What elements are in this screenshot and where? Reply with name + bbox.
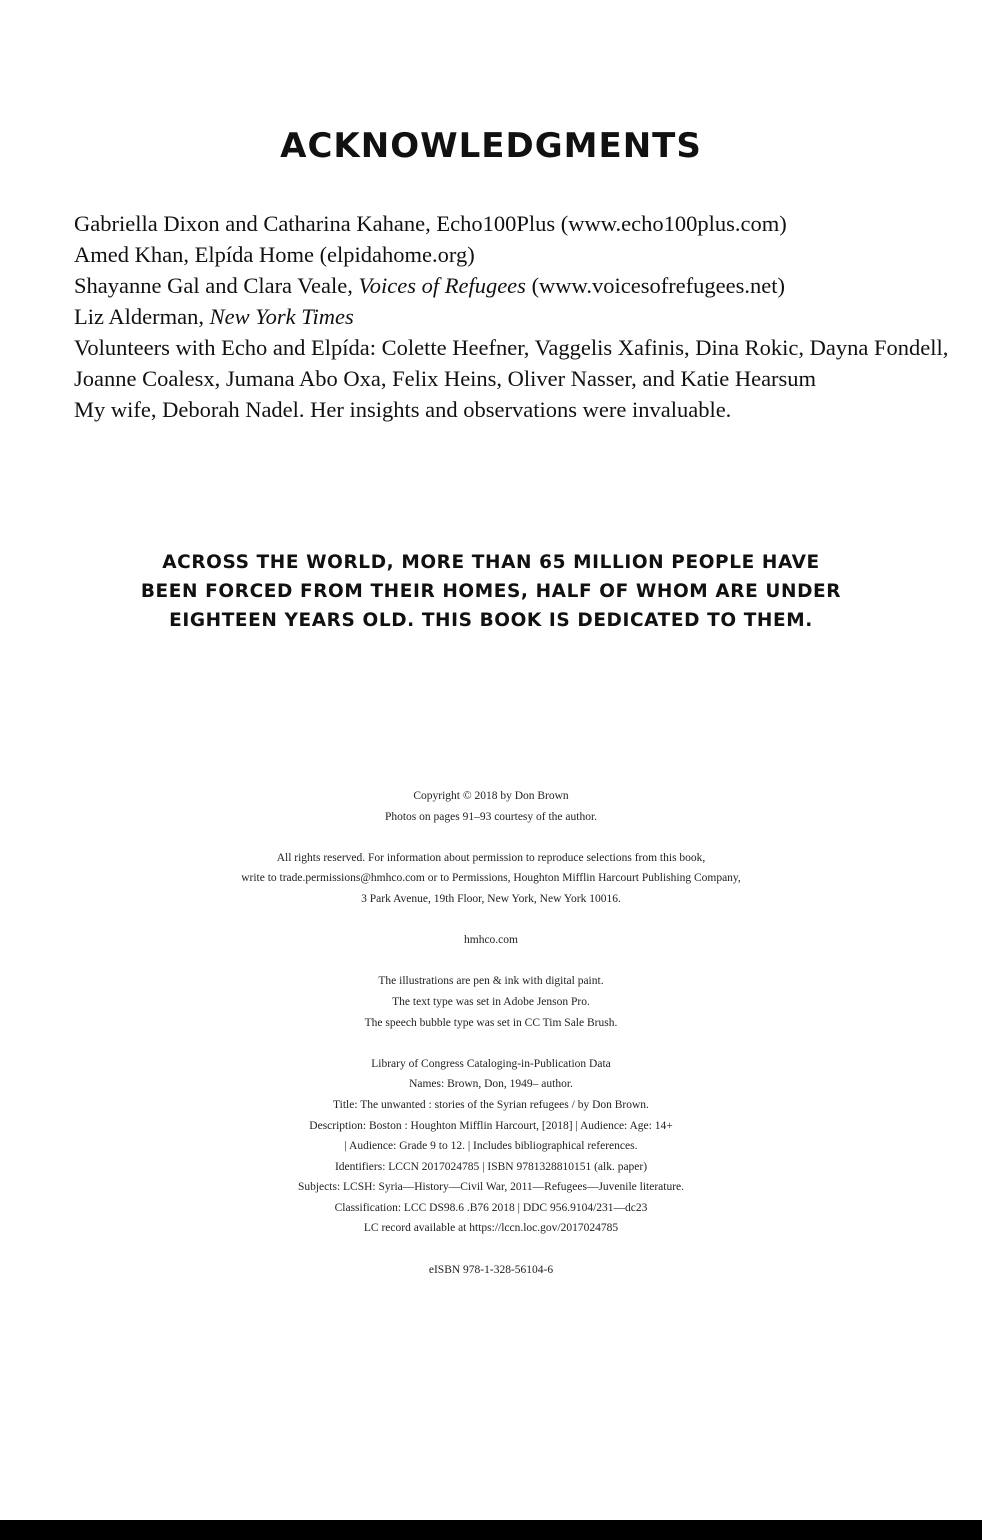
cip-description: | Audience: Grade 9 to 12. | Includes bibliographical references. (344, 1140, 638, 1153)
dedication-line: BEEN FORCED FROM THEIR HOMES, HALF OF WHOM ARE UNDER (140, 581, 842, 602)
ack-line (74, 301, 954, 332)
publisher-website: hmhco.com (464, 934, 518, 947)
ack-line: Volunteers with Echo and Elpída: Colette Heefner, Vaggelis Xafinis, Dina Rokic, Dayna Fondell, (74, 335, 949, 360)
cip-names: Names: Brown, Don, 1949– author. (409, 1078, 573, 1091)
illustrations-note: The illustrations are pen & ink with digital paint. (378, 975, 604, 988)
ack-line: Gabriella Dixon and Catharina Kahane, Echo100Plus (www.echo100plus.com) (74, 211, 787, 236)
eisbn: eISBN 978-1-328-56104-6 (428, 1263, 554, 1276)
rights-line: All rights reserved. For information about permission to reproduce selections from this book, (276, 851, 706, 864)
page-title: ACKNOWLEDGMENTS (280, 126, 702, 166)
rights-line: 3 Park Avenue, 19th Floor, New York, New York 10016. (361, 892, 621, 905)
photos-credit: Photos on pages 91–93 courtesy of the author. (384, 810, 598, 823)
bottom-border (0, 1520, 982, 1540)
cip-subjects: Subjects: LCSH: Syria—History—Civil War, 2011—Refugees—Juvenile literature. (297, 1181, 685, 1194)
cip-title: Title: The unwanted : stories of the Syrian refugees / by Don Brown. (333, 1098, 649, 1111)
speech-type-note: The speech bubble type was set in CC Tim Sale Brush. (364, 1016, 618, 1029)
acknowledgments-list (74, 208, 954, 425)
copyright-block (0, 786, 982, 1280)
ack-text: Shayanne Gal and Clara Veale, (74, 273, 359, 298)
copyright-line: Copyright © 2018 by Don Brown (413, 790, 569, 802)
cip-record: LC record available at https://lccn.loc.gov/2017024785 (363, 1222, 619, 1235)
dedication-line: ACROSS THE WORLD, MORE THAN 65 MILLION PEOPLE HAVE (162, 552, 820, 573)
ack-line: Amed Khan, Elpída Home (elpidahome.org) (74, 242, 475, 267)
dedication-line: EIGHTEEN YEARS OLD. THIS BOOK IS DEDICATED TO THEM. (169, 610, 813, 631)
ack-italic-title: Voices of Refugees (358, 273, 526, 298)
ack-text: (www.voicesofrefugees.net) (525, 273, 785, 298)
rights-line: write to trade.permissions@hmhco.com or to Permissions, Houghton Mifflin Harcourt Publishing Company, (241, 872, 741, 885)
cip-description: Description: Boston : Houghton Mifflin Harcourt, [2018] | Audience: Age: 14+ (309, 1119, 673, 1132)
text-type-note: The text type was set in Adobe Jenson Pro. (392, 995, 590, 1008)
ack-italic-title: New York Times (209, 304, 354, 329)
ack-line: Joanne Coalesx, Jumana Abo Oxa, Felix Heins, Oliver Nasser, and Katie Hearsum (74, 366, 817, 391)
dedication (0, 548, 982, 635)
ack-text: Liz Alderman, (74, 304, 210, 329)
cip-identifiers: Identifiers: LCCN 2017024785 | ISBN 9781328810151 (alk. paper) (334, 1160, 648, 1173)
cip-heading: Library of Congress Cataloging-in-Publication Data (371, 1057, 611, 1070)
ack-line (74, 270, 954, 301)
cip-classification: Classification: LCC DS98.6 .B76 2018 | DDC 956.9104/231—dc23 (334, 1201, 648, 1214)
ack-line: My wife, Deborah Nadel. Her insights and observations were invaluable. (74, 397, 732, 422)
